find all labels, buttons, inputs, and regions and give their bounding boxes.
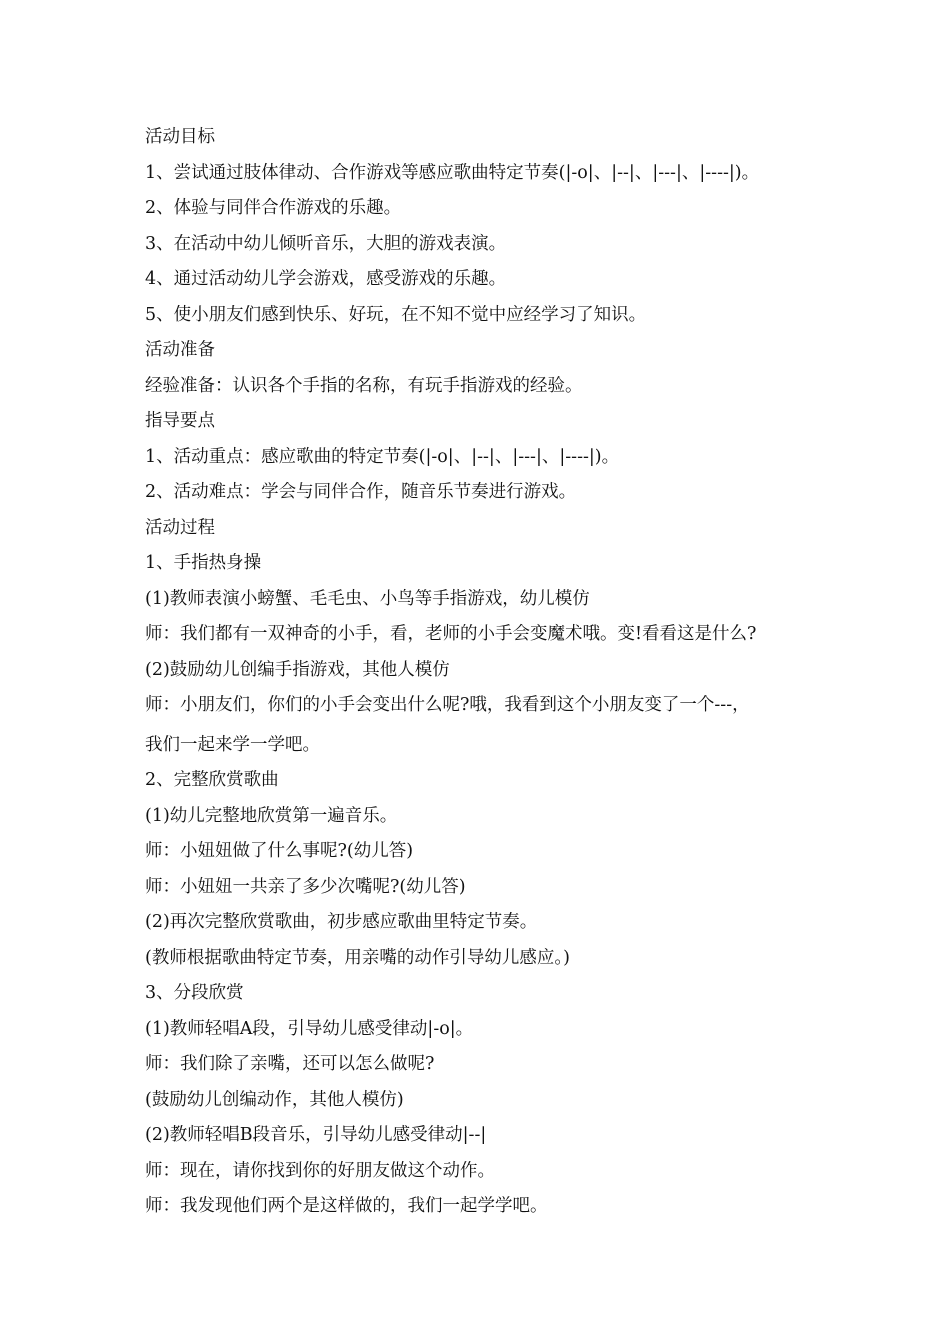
document-body (145, 120, 825, 1225)
paragraph-line: (2)鼓励幼儿创编手指游戏，其他人模仿 (145, 659, 450, 680)
paragraph-line: 4、通过活动幼儿学会游戏，感受游戏的乐趣。 (145, 269, 507, 289)
paragraph-line: 2、完整欣赏歌曲 (145, 770, 279, 790)
section-heading-process: 活动过程 (145, 517, 215, 538)
paragraph-line: (1)教师表演小螃蟹、毛毛虫、小鸟等手指游戏，幼儿模仿 (145, 588, 590, 609)
paragraph-line: 师：我们都有一双神奇的小手，看，老师的小手会变魔术哦。变!看看这是什么? (145, 624, 757, 644)
section-heading-guidance: 指导要点 (145, 411, 215, 431)
paragraph-line: 1、尝试通过肢体律动、合作游戏等感应歌曲特定节奏(|-o|、|--|、|---|、|----|)。 (145, 162, 760, 183)
paragraph-line: (2)再次完整欣赏歌曲，初步感应歌曲里特定节奏。 (145, 912, 538, 932)
paragraph-line: (1)教师轻唱A段，引导幼儿感受律动|-o|。 (145, 1018, 474, 1039)
paragraph-line: 经验准备：认识各个手指的名称，有玩手指游戏的经验。 (145, 375, 583, 396)
paragraph-line: 1、活动重点：感应歌曲的特定节奏(|-o|、|--|、|---|、|----|)。 (145, 446, 620, 467)
section-heading-goals: 活动目标 (145, 127, 215, 147)
paragraph-line: (教师根据歌曲特定节奏，用亲嘴的动作引导幼儿感应。) (145, 947, 570, 968)
section-heading-preparation: 活动准备 (145, 340, 215, 360)
paragraph-line: 2、体验与同伴合作游戏的乐趣。 (145, 198, 402, 218)
paragraph-line: 我们一起来学一学吧。 (145, 734, 320, 755)
paragraph-line: (鼓励幼儿创编动作，其他人模仿) (145, 1089, 404, 1110)
paragraph-line: 1、手指热身操 (145, 553, 262, 573)
paragraph-line: 师：小妞妞一共亲了多少次嘴呢?(幼儿答) (145, 876, 466, 897)
paragraph-line: 3、分段欣赏 (145, 983, 244, 1003)
paragraph-line: 3、在活动中幼儿倾听音乐，大胆的游戏表演。 (145, 233, 507, 254)
paragraph-line: (1)幼儿完整地欣赏第一遍音乐。 (145, 805, 398, 826)
paragraph-line: 2、活动难点：学会与同伴合作，随音乐节奏进行游戏。 (145, 482, 577, 502)
paragraph-line: 师：小朋友们，你们的小手会变出什么呢?哦，我看到这个小朋友变了一个---， (145, 695, 750, 715)
paragraph-line: 师：我发现他们两个是这样做的，我们一起学学吧。 (145, 1196, 548, 1216)
paragraph-line: 5、使小朋友们感到快乐、好玩，在不知不觉中应经学习了知识。 (145, 304, 647, 325)
paragraph-line: (2)教师轻唱B段音乐，引导幼儿感受律动|--| (145, 1125, 487, 1145)
paragraph-line: 师：我们除了亲嘴，还可以怎么做呢? (145, 1054, 435, 1074)
paragraph-line: 师：现在，请你找到你的好朋友做这个动作。 (145, 1160, 495, 1181)
paragraph-line: 师：小妞妞做了什么事呢?(幼儿答) (145, 841, 414, 861)
